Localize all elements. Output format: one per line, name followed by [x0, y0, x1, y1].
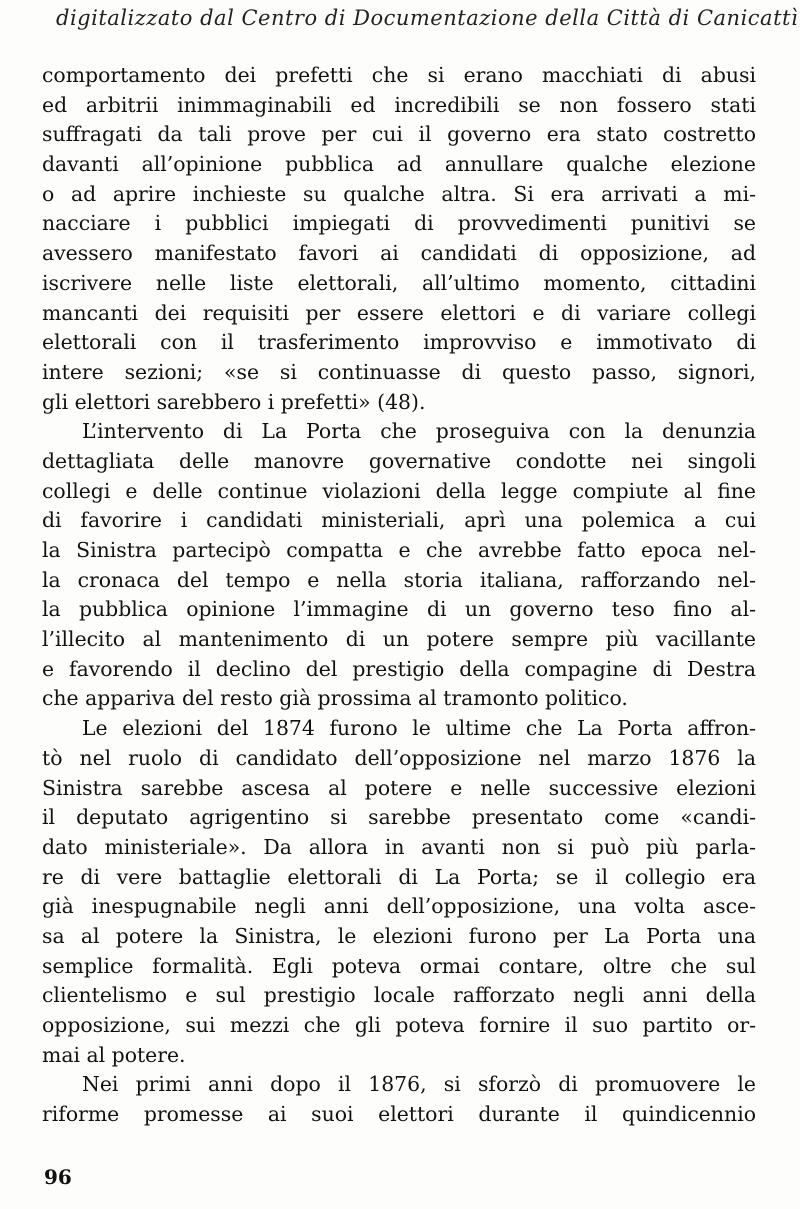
text-line: o ad aprire inchieste su qualche altra. Si era arrivati a mi- — [42, 181, 756, 206]
text-line: sa al potere la Sinistra, le elezioni furono per La Porta una — [42, 923, 756, 948]
text-line: intere sezioni; «se si continuasse di questo passo, signori, — [42, 359, 756, 384]
text-line: l’illecito al mantenimento di un potere sempre più vacillante — [42, 627, 756, 652]
text-line: clientelismo e sul prestigio locale rafforzato negli anni della — [42, 983, 756, 1008]
body-text — [42, 61, 756, 1130]
paragraph — [42, 417, 756, 714]
text-line: mai al potere. — [42, 1042, 186, 1067]
text-line: iscrivere nelle liste elettorali, all’ultimo momento, cittadini — [42, 270, 756, 295]
text-line: re di vere battaglie elettorali di La Porta; se il collegio era — [42, 864, 756, 889]
text-line: dettagliata delle manovre governative condotte nei singoli — [42, 448, 756, 473]
text-line: elettorali con il trasferimento improvviso e immotivato di — [42, 330, 756, 355]
text-line: suffragati da tali prove per cui il governo era stato costretto — [42, 122, 756, 147]
text-line: avessero manifestato favori ai candidati di opposizione, ad — [42, 241, 756, 266]
text-line: nacciare i pubblici impiegati di provvedimenti punitivi se — [42, 211, 756, 236]
digitization-watermark: digitalizzato dal Centro di Documentazione della Città di Canicattì — [56, 6, 799, 30]
text-line: collegi e delle continue violazioni della legge compiute al fine — [42, 478, 756, 503]
text-line: già inespugnabile negli anni dell’opposizione, una volta asce- — [42, 894, 756, 919]
text-line: comportamento dei prefetti che si erano macchiati di abusi — [42, 63, 756, 87]
text-line: dato ministeriale». Da allora in avanti non si può più parla- — [42, 834, 756, 859]
text-line: che appariva del resto già prossima al tramonto politico. — [42, 686, 628, 711]
page-number: 96 — [44, 1165, 72, 1189]
text-line: semplice formalità. Egli poteva ormai contare, oltre che sul — [42, 953, 756, 978]
text-line: tò nel ruolo di candidato dell’opposizione nel marzo 1876 la — [42, 745, 756, 770]
text-line: L’intervento di La Porta che proseguiva con la denunzia — [82, 419, 756, 444]
text-line: la Sinistra partecipò compatta e che avrebbe fatto epoca nel- — [42, 538, 756, 562]
paragraph — [42, 61, 756, 417]
text-line: riforme promesse ai suoi elettori durante il quindicennio — [42, 1102, 756, 1127]
text-line: Nei primi anni dopo il 1876, si sforzò di promuovere le — [82, 1072, 756, 1097]
text-line: opposizione, sui mezzi che gli poteva fornire il suo partito or- — [42, 1013, 756, 1037]
text-line: davanti all’opinione pubblica ad annullare qualche elezione — [42, 152, 756, 177]
text-line: gli elettori sarebbero i prefetti» (48). — [42, 389, 426, 414]
text-line: mancanti dei requisiti per essere elettori e di variare collegi — [42, 300, 756, 325]
text-line: di favorire i candidati ministeriali, aprì una polemica a cui — [42, 508, 756, 533]
text-line: e favorendo il declino del prestigio della compagine di Destra — [42, 656, 756, 681]
text-line: la pubblica opinione l’immagine di un governo teso fino al- — [42, 597, 756, 622]
paragraph — [42, 1070, 756, 1129]
text-line: Sinistra sarebbe ascesa al potere e nelle successive elezioni — [42, 775, 756, 800]
text-line: ed arbitrii inimmaginabili ed incredibili se non fossero stati — [42, 92, 756, 117]
text-line: il deputato agrigentino si sarebbe presentato come «candi- — [42, 805, 756, 830]
text-line: la cronaca del tempo e nella storia italiana, rafforzando nel- — [42, 567, 756, 592]
text-line: Le elezioni del 1874 furono le ultime che La Porta affron- — [82, 716, 756, 741]
paragraph — [42, 714, 756, 1070]
